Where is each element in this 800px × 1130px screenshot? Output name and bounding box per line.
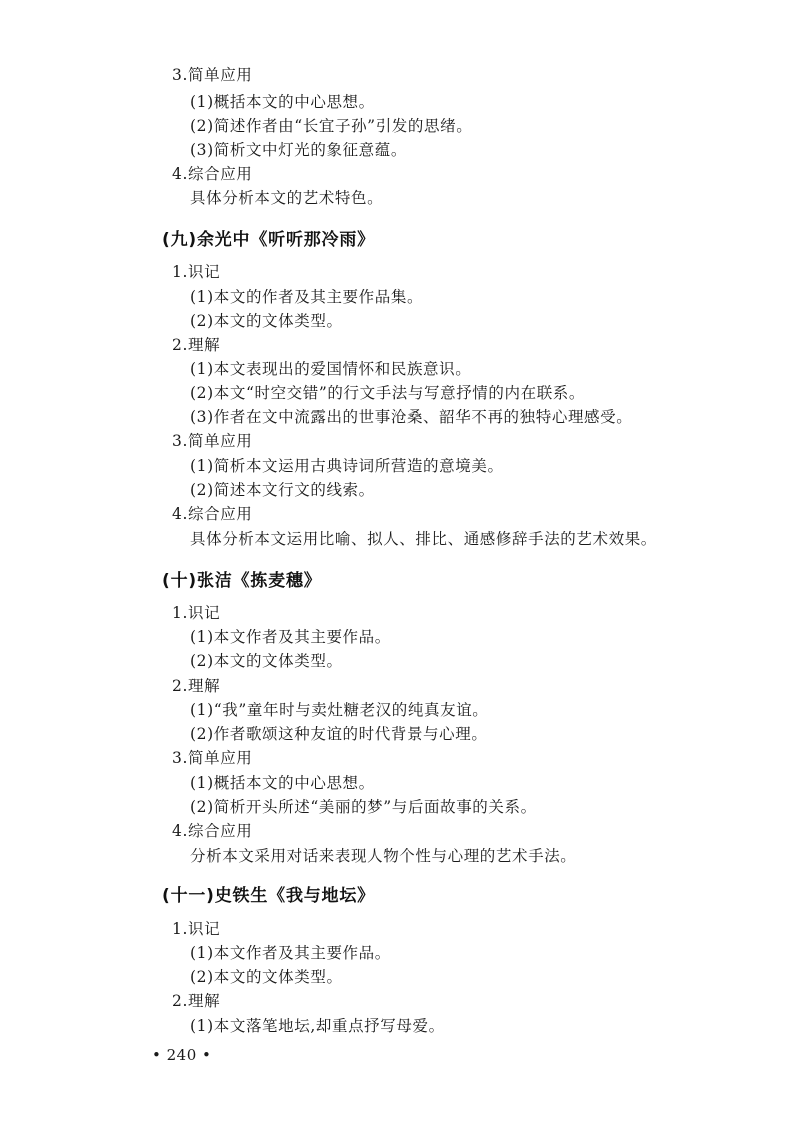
heading-recall: 1.识记 <box>172 920 221 938</box>
item-text: (3)作者在文中流露出的世事沧桑、韶华不再的独特心理感受。 <box>190 408 633 426</box>
heading-understand: 2.理解 <box>172 677 221 695</box>
item-text: (1)简析本文运用古典诗词所营造的意境美。 <box>190 457 504 475</box>
item-text: (2)作者歌颂这种友谊的时代背景与心理。 <box>190 725 488 743</box>
heading-understand: 2.理解 <box>172 336 221 354</box>
heading-simple-application: 3.简单应用 <box>172 432 253 450</box>
page-number: • 240 • <box>152 1046 212 1064</box>
item-text: (1)本文作者及其主要作品。 <box>190 628 391 646</box>
heading-comprehensive-application: 4.综合应用 <box>172 505 253 523</box>
item-text: (1)概括本文的中心思想。 <box>190 93 375 111</box>
heading-recall: 1.识记 <box>172 263 221 281</box>
item-text: 具体分析本文的艺术特色。 <box>190 189 384 207</box>
item-text: (2)本文的文体类型。 <box>190 968 343 986</box>
item-text: 具体分析本文运用比喻、拟人、排比、通感修辞手法的艺术效果。 <box>190 530 657 548</box>
heading-simple-application: 3.简单应用 <box>172 749 253 767</box>
item-text: (2)本文的文体类型。 <box>190 652 343 670</box>
section-title: (九)余光中《听听那冷雨》 <box>162 230 375 250</box>
item-text: (1)本文表现出的爱国情怀和民族意识。 <box>190 360 472 378</box>
heading-simple-application: 3.简单应用 <box>172 66 253 84</box>
item-text: (1)本文落笔地坛,却重点抒写母爱。 <box>190 1017 445 1035</box>
item-text: (1)本文作者及其主要作品。 <box>190 944 391 962</box>
item-text: 分析本文采用对话来表现人物个性与心理的艺术手法。 <box>190 847 577 865</box>
item-text: (1)本文的作者及其主要作品集。 <box>190 288 424 306</box>
section-title: (十一)史铁生《我与地坛》 <box>162 886 375 906</box>
item-text: (2)简述本文行文的线索。 <box>190 481 375 499</box>
heading-comprehensive-application: 4.综合应用 <box>172 165 253 183</box>
section-title: (十)张洁《拣麦穗》 <box>162 571 322 591</box>
item-text: (2)简述作者由“长宜子孙”引发的思绪。 <box>190 117 473 135</box>
item-text: (1)“我”童年时与卖灶糖老汉的纯真友谊。 <box>190 701 489 719</box>
item-text: (2)简析开头所述“美丽的梦”与后面故事的关系。 <box>190 798 537 816</box>
item-text: (1)概括本文的中心思想。 <box>190 774 375 792</box>
item-text: (3)简析文中灯光的象征意蕴。 <box>190 141 407 159</box>
heading-comprehensive-application: 4.综合应用 <box>172 822 253 840</box>
heading-understand: 2.理解 <box>172 992 221 1010</box>
heading-recall: 1.识记 <box>172 604 221 622</box>
item-text: (2)本文的文体类型。 <box>190 312 343 330</box>
item-text: (2)本文“时空交错”的行文手法与写意抒情的内在联系。 <box>190 384 586 402</box>
